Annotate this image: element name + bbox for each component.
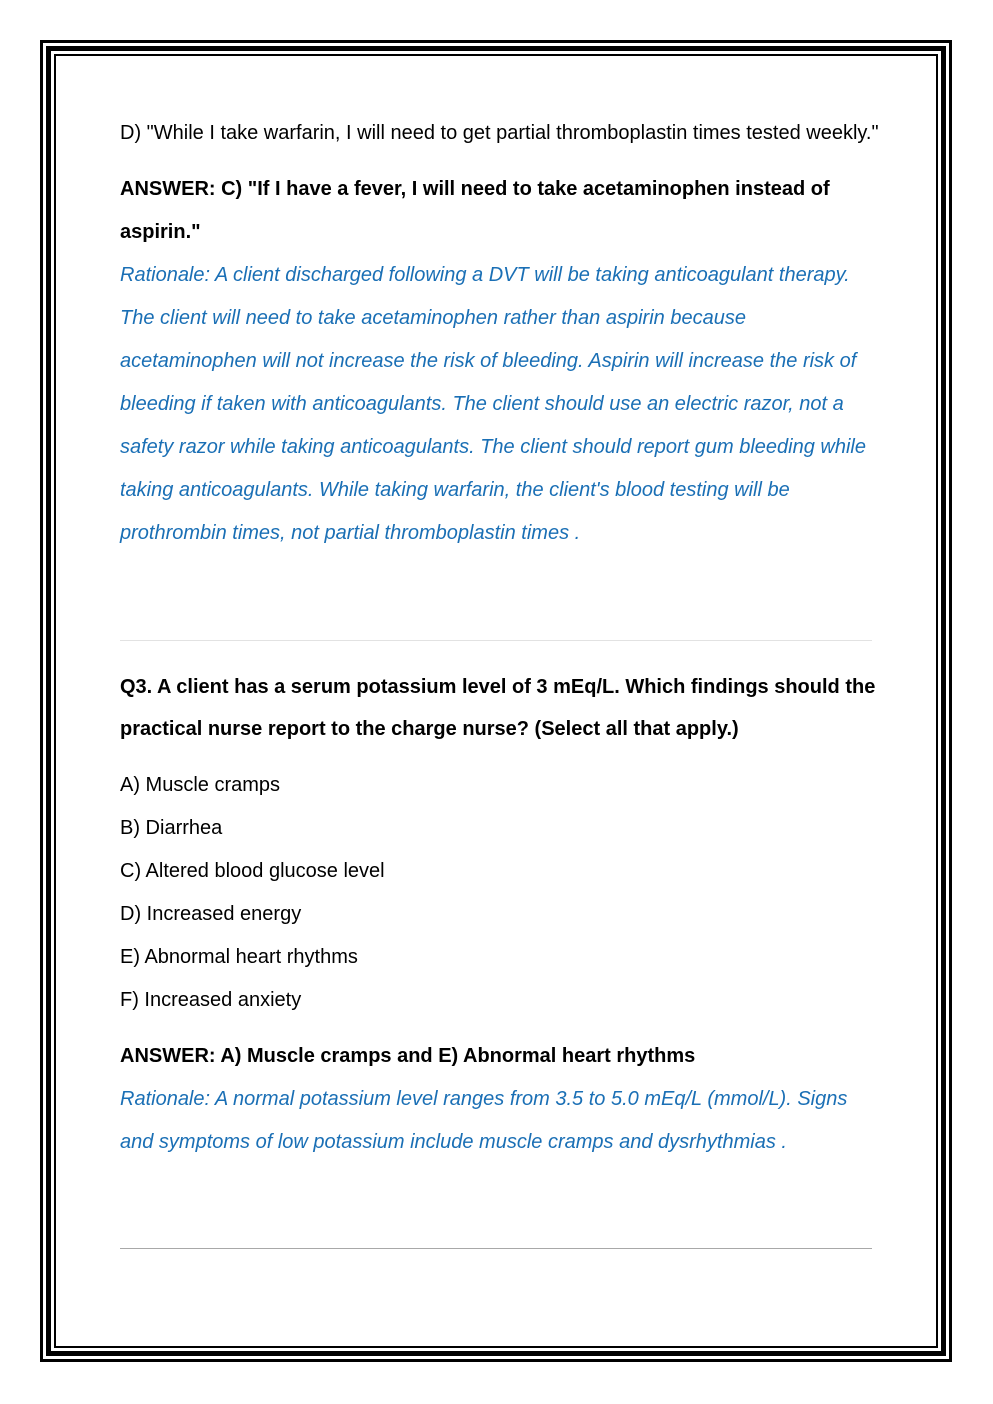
q3-option-d: D) Increased energy (120, 903, 302, 925)
page-content (120, 112, 880, 555)
q2-option-d: D) "While I take warfarin, I will need to get partial thromboplastin times tested weekly." (120, 122, 879, 144)
q3-option-b: B) Diarrhea (120, 817, 223, 839)
q3-question: Q3. A client has a serum potassium level of 3 mEq/L. Which findings should the practical nurse report to the charge nurse? (Select all that apply.) (120, 676, 876, 740)
question-3-block (120, 666, 880, 1164)
q2-answer: ANSWER: C) "If I have a fever, I will need to take acetaminophen instead of aspirin." (120, 178, 830, 243)
q3-option-c: C) Altered blood glucose level (120, 860, 385, 882)
section-divider (120, 640, 872, 641)
q3-option-a: A) Muscle cramps (120, 774, 281, 796)
q3-option-e: E) Abnormal heart rhythms (120, 946, 358, 968)
q2-rationale: Rationale: A client discharged following a DVT will be taking anticoagulant therapy. The client will need to take acetaminophen rather than aspirin because acetaminophen will not increase the risk of bleeding. Aspirin will increase the risk of bleeding if taken with anticoagulants. The client should use an electric razor, not a safety razor while taking anticoagulants. The client should report gum bleeding while taking anticoagulants. While taking warfarin, the client's blood testing will be prothrombin times, not partial thromboplastin times . (120, 264, 866, 544)
q3-option-f: F) Increased anxiety (120, 989, 302, 1011)
q3-rationale: Rationale: A normal potassium level ranges from 3.5 to 5.0 mEq/L (mmol/L). Signs and symptoms of low potassium include muscle cramps and dysrhythmias . (120, 1088, 848, 1153)
q3-options-list (120, 764, 880, 1022)
section-divider-bottom (120, 1248, 872, 1249)
q3-answer: ANSWER: A) Muscle cramps and E) Abnormal heart rhythms (120, 1045, 696, 1067)
